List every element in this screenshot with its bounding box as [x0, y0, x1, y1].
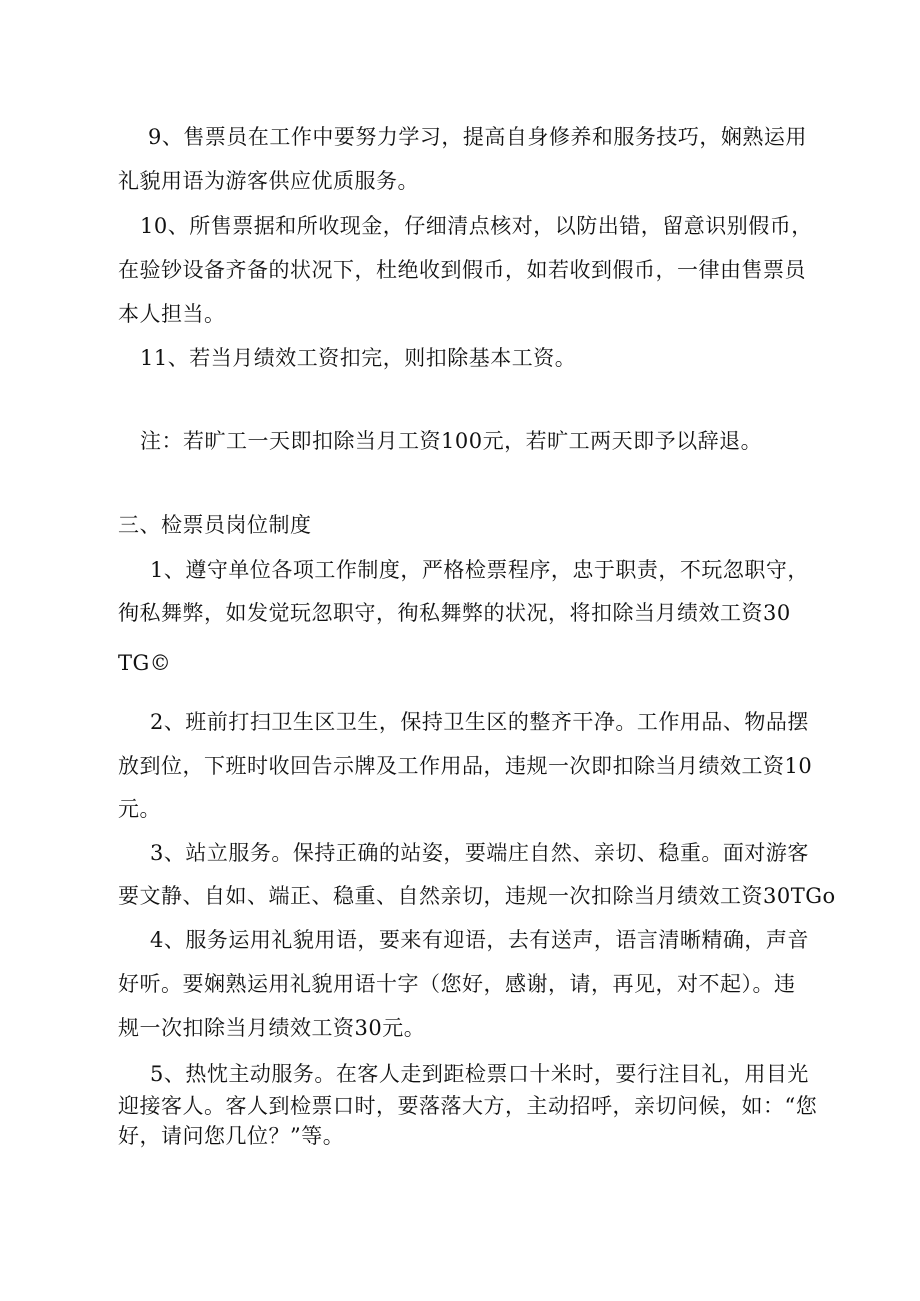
text-line-item5-a: 5、热忱主动服务。在客人走到距检票口十米时，要行注目礼，用目光: [150, 1062, 809, 1086]
text-line-item2-c: 元。: [118, 797, 161, 821]
text-line-item1-a: 1、遵守单位各项工作制度，严格检票程序，忠于职责，不玩忽职守，: [150, 558, 809, 582]
text-line-rule9-b: 礼貌用语为游客供应优质服务。: [118, 169, 419, 193]
text-line-rule10-c: 本人担当。: [118, 302, 226, 326]
text-line-item5-c: 好，请问您几位？”等。: [118, 1124, 345, 1148]
text-line-item1-b: 徇私舞弊，如发觉玩忽职守，徇私舞弊的状况，将扣除当月绩效工资30: [118, 601, 791, 625]
text-line-item2-b: 放到位，下班时收回告示牌及工作用品，违规一次即扣除当月绩效工资10: [118, 754, 813, 778]
text-line-rule9-a: 9、售票员在工作中要努力学习，提高自身修养和服务技巧，娴熟运用: [148, 125, 807, 149]
text-line-item5-b: 迎接客人。客人到检票口时，要落落大方，主动招呼，亲切问候，如：“您: [118, 1094, 818, 1118]
text-line-item4-b: 好听。要娴熟运用礼貌用语十字（您好，感谢，请，再见，对不起）。违: [118, 972, 796, 996]
text-line-item4-c: 规一次扣除当月绩效工资30元。: [118, 1016, 426, 1040]
text-line-item2-a: 2、班前打扫卫生区卫生，保持卫生区的整齐干净。工作用品、物品摆: [150, 710, 809, 734]
section-heading: 三、检票员岗位制度: [118, 513, 312, 537]
text-line-item4-a: 4、服务运用礼貌用语，要来有迎语，去有送声，语言清晰精确，声音: [150, 928, 809, 952]
text-line-rule11: 11、若当月绩效工资扣完，则扣除基本工资。: [140, 346, 577, 370]
text-line-item1-c: TG©: [118, 651, 172, 675]
text-line-note: 注：若旷工一天即扣除当月工资100元，若旷工两天即予以辞退。: [140, 429, 763, 453]
text-line-rule10-a: 10、所售票据和所收现金，仔细清点核对，以防出错，留意识别假币，: [140, 214, 813, 238]
text-line-rule10-b: 在验钞设备齐备的状况下，杜绝收到假币，如若收到假币，一律由售票员: [118, 258, 806, 282]
text-line-item3-a: 3、站立服务。保持正确的站姿，要端庄自然、亲切、稳重。面对游客: [150, 841, 809, 865]
text-line-item3-b: 要文静、自如、端正、稳重、自然亲切，违规一次扣除当月绩效工资30TGo: [118, 884, 836, 908]
